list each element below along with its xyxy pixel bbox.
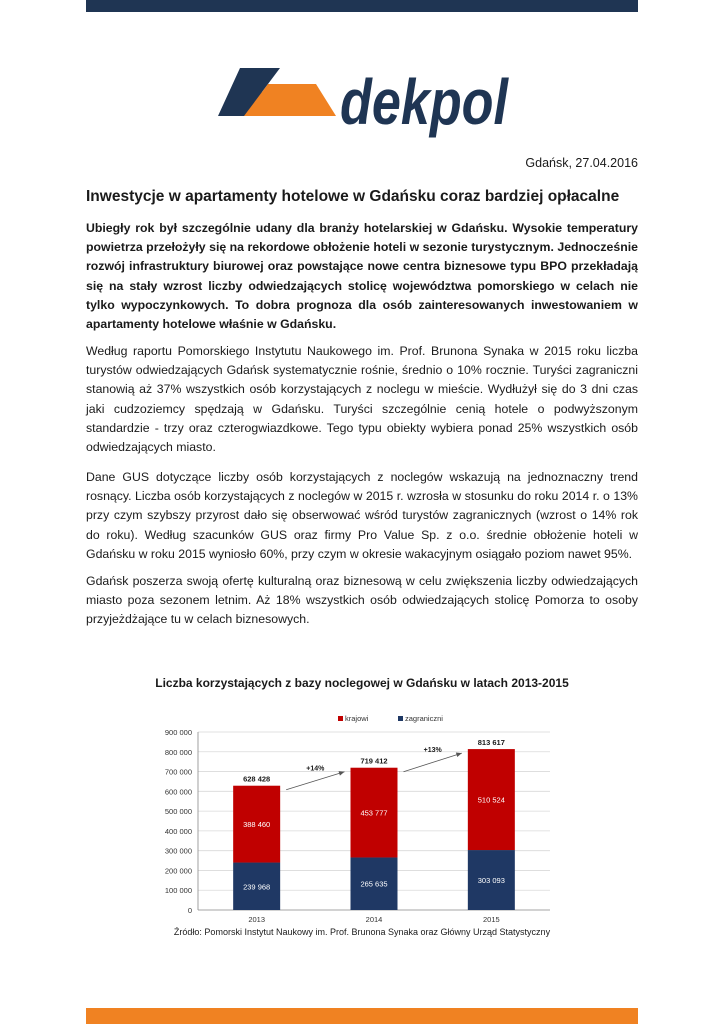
body-paragraph-1: Według raportu Pomorskiego Instytutu Naukowego im. Prof. Brunona Synaka w 2015 roku liczba turystów odwiedzających Gdańsk systematycznie rośnie, średnio o 10% rocznie. Turyści zagraniczni stanowią aż 37% wszystkich osób korzystających z noclegu w mieście. Wydłużył się do 3 dni czas jaki cudzoziemcy spędzają w Gdańsku. Turyści szczególnie cenią hotele o podwyższonym standardzie - trzy oraz czterogwiazdkowe. Tego typu obiekty wybiera ponad 25% wszystkich osób odwiedzających miasto. (86, 344, 638, 455)
growth-arrowhead (456, 753, 462, 757)
data-label: 303 093 (477, 876, 505, 886)
total-label: 813 617 (477, 738, 505, 748)
stacked-bar-chart (150, 710, 560, 930)
dekpol-logo (218, 62, 510, 138)
legend-swatch (398, 716, 403, 721)
data-label: 453 777 (360, 808, 388, 818)
data-label: 239 968 (243, 882, 271, 892)
total-label: 628 428 (243, 774, 271, 784)
lead-paragraph: Ubiegły rok był szczególnie udany dla branży hotelarskiej w Gdańsku. Wysokie temperatury powietrza przełożyły się na rekordowe obłożenie hoteli w sezonie turystycznym. Jednocześnie rozwój infrastruktury biurowej oraz powstające nowe centra biznesowe typu BPO przekładają się na stały wzrost liczby odwiedzających stolicę województwa pomorskiego w celach nie tylko wypoczynkowych. To dobra prognoza dla osób zainteresowanych inwestowaniem w apartamenty hotelowe właśnie w Gdańsku. (86, 221, 638, 332)
legend-label: krajowi (345, 714, 369, 723)
x-tick-label: 2014 (365, 915, 383, 924)
x-tick-label: 2013 (248, 915, 266, 924)
data-label: 388 460 (243, 820, 271, 830)
y-tick-label: 500 000 (164, 807, 192, 817)
y-tick-label: 300 000 (164, 846, 192, 856)
growth-arrow (286, 772, 344, 790)
bottom-accent-bar (86, 1008, 638, 1024)
growth-label: +13% (423, 747, 442, 755)
chart-source: Źródło: Pomorski Instytut Naukowy im. Prof. Brunona Synaka oraz Główny Urząd Statystyczny (173, 927, 551, 937)
y-tick-label: 900 000 (164, 728, 192, 737)
chart-title: Liczba korzystających z bazy noclegowej w Gdańsku w latach 2013-2015 (155, 676, 569, 690)
body-paragraph-3: Gdańsk poszerza swoją ofertę kulturalną oraz biznesową w celu zwiększenia liczby odwiedzających miasto poza sezonem letnim. Aż 18% wszystkich osób odwiedzających stolicę Pomorza to osoby przyjeżdżające tu w celach biznesowych. (86, 574, 638, 627)
x-tick-label: 2015 (482, 915, 500, 924)
growth-arrow (404, 753, 462, 772)
logo-text: dekpol (340, 66, 509, 138)
legend-label: zagraniczni (405, 714, 443, 723)
total-label: 719 412 (360, 756, 388, 766)
growth-label: +14% (306, 765, 325, 773)
document-date: Gdańsk, 27.04.2016 (525, 156, 638, 170)
article-title: Inwestycje w apartamenty hotelowe w Gdańsku coraz bardziej opłacalne (86, 188, 620, 205)
y-tick-label: 800 000 (164, 747, 192, 757)
y-tick-label: 600 000 (164, 787, 192, 797)
growth-arrowhead (339, 771, 345, 775)
y-tick-label: 700 000 (164, 767, 192, 777)
data-label: 265 635 (360, 879, 388, 889)
body-paragraph-2: Dane GUS dotyczące liczby osób korzystających z noclegów wskazują na jednoznaczny trend rosnący. Liczba osób korzystających z noclegów w 2015 r. wzrosła w stosunku do roku 2014 r. o 13% przy czym szybszy przyrost dało się obserwować wśród turystów zagranicznych (wzrost o 14% rok do roku). Według szacunków GUS oraz firmy Pro Value Sp. z o.o. średnie obłożenie hoteli w Gdańsku w roku 2015 wyniosło 60%, przy czym w okresie wakacyjnym osiągało poziom nawet 95%. (86, 470, 638, 561)
y-tick-label: 0 (187, 906, 192, 915)
y-tick-label: 200 000 (164, 866, 192, 876)
y-tick-label: 400 000 (164, 826, 192, 836)
legend-swatch (338, 716, 343, 721)
top-accent-bar (86, 0, 638, 12)
data-label: 510 524 (477, 795, 505, 805)
y-tick-label: 100 000 (164, 886, 192, 896)
